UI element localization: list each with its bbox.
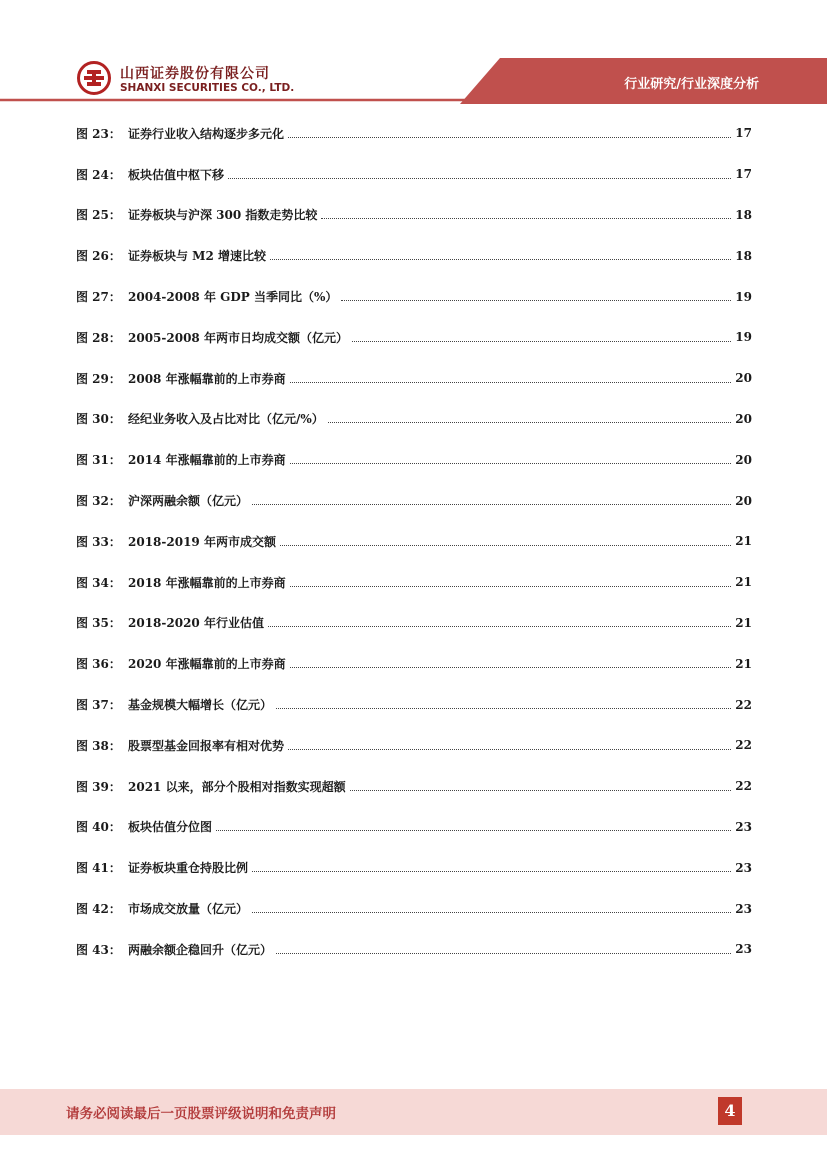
toc-entry-title: 股票型基金回报率有相对优势: [128, 738, 285, 753]
toc-entry-number: 图 23：: [76, 126, 121, 141]
toc-entry-number: 图 34：: [76, 575, 121, 590]
toc-entry-number: 图 25：: [76, 208, 121, 223]
toc-entry-number: 图 41：: [76, 861, 121, 876]
toc-entry-page: 19: [735, 330, 752, 345]
toc-dot-leader: [270, 259, 731, 260]
toc-entry-title: 2021 以来，部分个股相对指数实现超额: [128, 779, 346, 794]
toc-entry-number: 图 29：: [76, 371, 121, 386]
toc-entry-page: 20: [735, 452, 752, 467]
toc-entry-number: 图 27：: [76, 290, 121, 305]
toc-entry-page: 18: [735, 248, 752, 263]
toc-entry-number: 图 30：: [76, 412, 121, 427]
toc-entry-title: 2018-2020 年行业估值: [128, 616, 264, 631]
toc-entry[interactable]: [76, 358, 752, 399]
toc-entry-page: 19: [735, 289, 752, 304]
toc-entry-title: 证券板块与 M2 增速比较: [128, 249, 266, 264]
page-number: 4: [718, 1097, 742, 1125]
toc-entry-page: 21: [735, 615, 752, 630]
company-name-cn: 山西证券股份有限公司: [120, 66, 270, 82]
toc-dot-leader: [290, 382, 732, 383]
toc-entry-page: 21: [735, 656, 752, 671]
toc-entry[interactable]: [76, 439, 752, 480]
toc-entry-title: 2005-2008 年两市日均成交额（亿元）: [128, 330, 348, 345]
toc-dot-leader: [228, 178, 731, 179]
toc-entry-number: 图 35：: [76, 616, 121, 631]
toc-entry-page: 20: [735, 371, 752, 386]
toc-dot-leader: [328, 422, 732, 423]
toc-entry-page: 21: [735, 575, 752, 590]
toc-entry-page: 20: [735, 411, 752, 426]
toc-entry[interactable]: [76, 276, 752, 317]
toc-entry-number: 图 38：: [76, 738, 121, 753]
toc-entry-page: 21: [735, 534, 752, 549]
toc-entry[interactable]: [76, 235, 752, 276]
toc-entry[interactable]: [76, 766, 752, 807]
report-category-tag: 行业研究/行业深度分析: [624, 77, 759, 92]
disclaimer-notice: 请务必阅读最后一页股票评级说明和免责声明: [66, 1106, 336, 1122]
toc-entry-page: 23: [735, 860, 752, 875]
toc-entry-number: 图 42：: [76, 902, 121, 917]
toc-dot-leader: [321, 218, 731, 219]
toc-entry-title: 板块估值中枢下移: [128, 167, 225, 182]
toc-entry-page: 18: [735, 207, 752, 222]
toc-entry-page: 23: [735, 942, 752, 957]
toc-entry[interactable]: [76, 195, 752, 236]
toc-entry-title: 2018 年涨幅靠前的上市券商: [128, 575, 286, 590]
toc-dot-leader: [252, 912, 731, 913]
toc-entry[interactable]: [76, 113, 752, 154]
toc-entry-page: 17: [735, 167, 752, 182]
toc-entry[interactable]: [76, 603, 752, 644]
toc-dot-leader: [280, 545, 731, 546]
toc-entry-page: 22: [735, 779, 752, 794]
toc-dot-leader: [290, 586, 732, 587]
toc-entry-title: 沪深两融余额（亿元）: [128, 494, 249, 509]
toc-entry-title: 板块估值分位图: [128, 820, 213, 835]
toc-entry-title: 证券板块重仓持股比例: [128, 861, 249, 876]
toc-entry[interactable]: [76, 929, 752, 970]
company-name-en: SHANXI SECURITIES CO., LTD.: [120, 82, 295, 94]
toc-entry[interactable]: [76, 154, 752, 195]
toc-entry-title: 2014 年涨幅靠前的上市券商: [128, 453, 286, 468]
toc-entry-number: 图 24：: [76, 167, 121, 182]
toc-dot-leader: [341, 300, 731, 301]
toc-entry-title: 2004-2008 年 GDP 当季同比（%）: [128, 290, 338, 305]
toc-entry-number: 图 39：: [76, 779, 121, 794]
toc-entry[interactable]: [76, 847, 752, 888]
toc-entry-title: 两融余额企稳回升（亿元）: [128, 942, 273, 957]
toc-dot-leader: [252, 504, 731, 505]
toc-entry-number: 图 33：: [76, 534, 121, 549]
toc-entry-number: 图 37：: [76, 698, 121, 713]
figure-list: [76, 113, 752, 970]
toc-dot-leader: [352, 341, 731, 342]
toc-entry-number: 图 40：: [76, 820, 121, 835]
toc-dot-leader: [276, 708, 731, 709]
toc-entry-title: 2008 年涨幅靠前的上市券商: [128, 371, 286, 386]
toc-entry-number: 图 32：: [76, 494, 121, 509]
toc-entry-title: 证券行业收入结构逐步多元化: [128, 126, 285, 141]
toc-entry-number: 图 43：: [76, 942, 121, 957]
toc-entry[interactable]: [76, 725, 752, 766]
toc-entry[interactable]: [76, 684, 752, 725]
toc-entry-number: 图 26：: [76, 249, 121, 264]
toc-entry-number: 图 31：: [76, 453, 121, 468]
toc-entry[interactable]: [76, 888, 752, 929]
toc-dot-leader: [268, 626, 731, 627]
toc-entry[interactable]: [76, 480, 752, 521]
toc-dot-leader: [288, 749, 731, 750]
toc-entry-number: 图 36：: [76, 657, 121, 672]
toc-entry-page: 23: [735, 901, 752, 916]
toc-dot-leader: [252, 871, 731, 872]
toc-entry[interactable]: [76, 807, 752, 848]
toc-entry-page: 17: [735, 126, 752, 141]
toc-entry-title: 经纪业务收入及占比对比（亿元/%）: [128, 412, 324, 427]
toc-entry-number: 图 28：: [76, 330, 121, 345]
toc-entry[interactable]: [76, 399, 752, 440]
toc-entry-title: 市场成交放量（亿元）: [128, 902, 249, 917]
toc-entry-title: 2020 年涨幅靠前的上市券商: [128, 657, 286, 672]
toc-entry[interactable]: [76, 643, 752, 684]
toc-dot-leader: [216, 830, 731, 831]
toc-entry-page: 22: [735, 738, 752, 753]
toc-entry-title: 2018-2019 年两市成交额: [128, 534, 276, 549]
toc-dot-leader: [288, 137, 731, 138]
toc-entry[interactable]: [76, 562, 752, 603]
toc-entry-page: 23: [735, 819, 752, 834]
toc-entry[interactable]: [76, 521, 752, 562]
page-header: [0, 0, 827, 110]
toc-entry-page: 20: [735, 493, 752, 508]
toc-dot-leader: [276, 953, 731, 954]
toc-dot-leader: [290, 463, 732, 464]
toc-entry-title: 基金规模大幅增长（亿元）: [128, 698, 273, 713]
toc-entry-page: 22: [735, 697, 752, 712]
toc-dot-leader: [350, 790, 732, 791]
shanxi-securities-logo-icon: [77, 61, 111, 95]
toc-entry[interactable]: [76, 317, 752, 358]
toc-entry-title: 证券板块与沪深 300 指数走势比较: [128, 208, 318, 223]
toc-dot-leader: [290, 667, 732, 668]
